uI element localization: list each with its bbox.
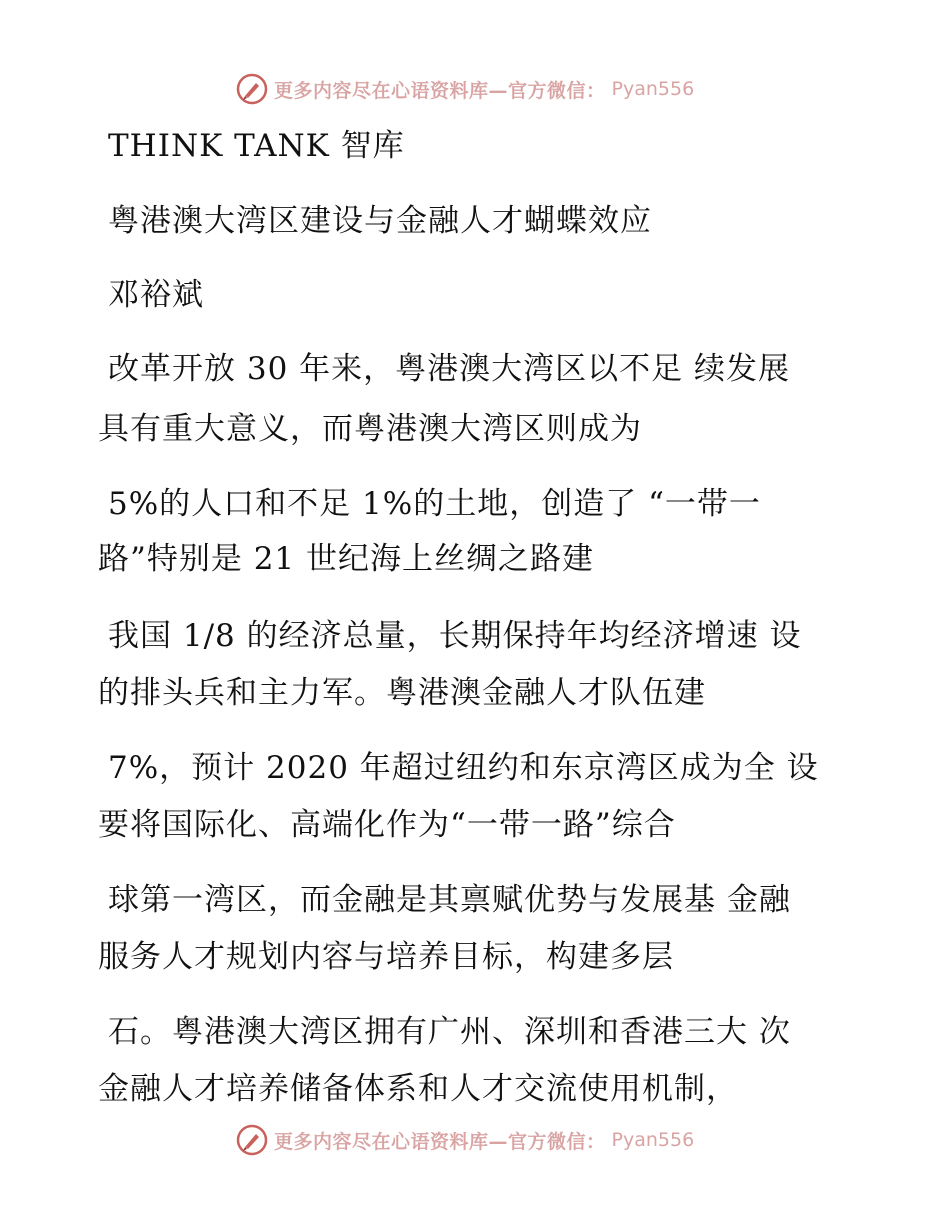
body-line: 球第一湾区，而金融是其禀赋优势与发展基 金融 [108,882,791,918]
watermark-footer [236,1123,694,1157]
body-line: 7%，预计 2020 年超过纽约和东京湾区成为全 设 [108,750,819,786]
watermark-wechat-id: Pyan556 [611,78,695,100]
body-line: 的排头兵和主力军。粤港澳金融人才队伍建 [98,675,706,711]
body-line: 金融人才培养储备体系和人才交流使用机制， [98,1071,738,1107]
pen-logo-icon [236,1124,268,1156]
author-name: 邓裕斌 [108,277,204,313]
pen-logo-icon [236,73,268,105]
body-line: 改革开放 30 年来，粤港澳大湾区以不足 续发展 [108,351,791,387]
body-line: 要将国际化、高端化作为“一带一路”综合 [98,807,676,843]
body-line: 石。粤港澳大湾区拥有广州、深圳和香港三大 次 [108,1014,791,1050]
watermark-header [236,72,694,106]
section-label: THINK TANK 智库 [108,128,405,164]
watermark-text: 更多内容尽在心语资料库—官方微信： [274,1130,606,1153]
watermark-text: 更多内容尽在心语资料库—官方微信： [274,79,606,102]
body-line: 我国 1/8 的经济总量，长期保持年均经济增速 设 [108,618,802,654]
body-line: 服务人才规划内容与培养目标，构建多层 [98,939,674,975]
body-line: 具有重大意义，而粤港澳大湾区则成为 [98,411,642,447]
watermark-wechat-id: Pyan556 [611,1129,695,1151]
body-line: 路”特别是 21 世纪海上丝绸之路建 [98,541,595,577]
article-title: 粤港澳大湾区建设与金融人才蝴蝶效应 [108,203,652,239]
body-line: 5%的人口和不足 1%的土地，创造了 “一带一 [108,486,761,522]
